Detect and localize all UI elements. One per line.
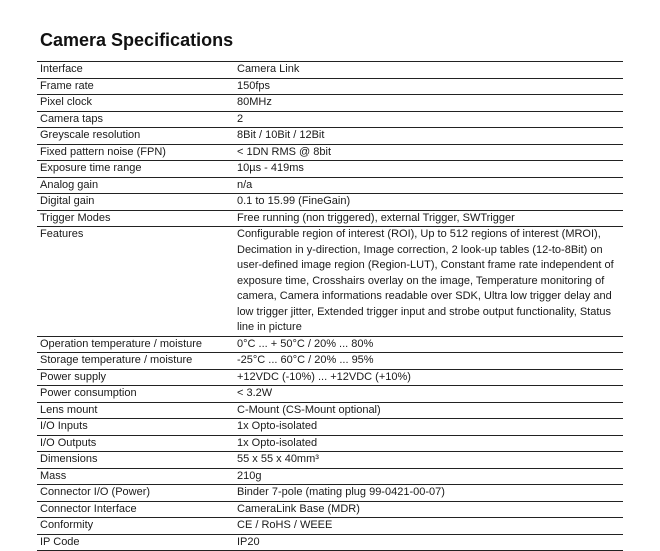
spec-value: 1x Opto-isolated (232, 419, 623, 436)
table-row (37, 128, 623, 145)
table-row (37, 435, 623, 452)
spec-label: I/O Outputs (37, 435, 232, 452)
table-row (37, 353, 623, 370)
spec-label: Exposure time range (37, 161, 232, 178)
spec-label: Camera taps (37, 111, 232, 128)
spec-value: n/a (232, 177, 623, 194)
table-row (37, 386, 623, 403)
spec-label: Dimensions (37, 452, 232, 469)
page-title: Camera Specifications (40, 30, 234, 50)
spec-label: Connector Interface (37, 501, 232, 518)
table-row (37, 161, 623, 178)
spec-label: Connector I/O (Power) (37, 485, 232, 502)
spec-label: Fixed pattern noise (FPN) (37, 144, 232, 161)
spec-value: 1x Opto-isolated (232, 435, 623, 452)
table-row (37, 501, 623, 518)
spec-label: Conformity (37, 518, 232, 535)
table-row (37, 78, 623, 95)
spec-value: C-Mount (CS-Mount optional) (232, 402, 623, 419)
spec-label: Greyscale resolution (37, 128, 232, 145)
spec-value: Configurable region of interest (ROI), Up to 512 regions of interest (MROI), Decimation in y-direction, Image correction, 2 look-up tables (12-to-8Bit) on user-defined image region (Region-LUT), Constant frame rate independent of exposure time, Crosshairs overlay on the image, Temperature monitoring of camera, Camera informations readable over SDK, Ultra low trigger delay and low trigger jitter, Extended trigger input and strobe output functionality, Status line in picture (232, 227, 623, 337)
table-row (37, 111, 623, 128)
spec-label: Mass (37, 468, 232, 485)
spec-value: +12VDC (-10%) ... +12VDC (+10%) (232, 369, 623, 386)
spec-value: Camera Link (232, 62, 623, 79)
spec-value: 80MHz (232, 95, 623, 112)
spec-label: Pixel clock (37, 95, 232, 112)
table-row (37, 210, 623, 227)
spec-value: Free running (non triggered), external Trigger, SWTrigger (232, 210, 623, 227)
table-row (37, 369, 623, 386)
spec-label: Interface (37, 62, 232, 79)
spec-label: Lens mount (37, 402, 232, 419)
spec-value: 2 (232, 111, 623, 128)
spec-label: Features (37, 227, 232, 337)
spec-value: CameraLink Base (MDR) (232, 501, 623, 518)
spec-value: 8Bit / 10Bit / 12Bit (232, 128, 623, 145)
spec-label: IP Code (37, 534, 232, 551)
table-row (37, 485, 623, 502)
table-row (37, 144, 623, 161)
spec-value: 10µs - 419ms (232, 161, 623, 178)
table-row (37, 468, 623, 485)
spec-label: Analog gain (37, 177, 232, 194)
spec-value: 0°C ... + 50°C / 20% ... 80% (232, 336, 623, 353)
spec-label: Operation temperature / moisture (37, 336, 232, 353)
spec-value: CE / RoHS / WEEE (232, 518, 623, 535)
table-row (37, 194, 623, 211)
spec-value: < 1DN RMS @ 8bit (232, 144, 623, 161)
spec-label: Storage temperature / moisture (37, 353, 232, 370)
table-row (37, 177, 623, 194)
spec-value: 210g (232, 468, 623, 485)
table-row (37, 402, 623, 419)
spec-label: I/O Inputs (37, 419, 232, 436)
spec-label: Power supply (37, 369, 232, 386)
spec-value: 150fps (232, 78, 623, 95)
spec-label: Frame rate (37, 78, 232, 95)
spec-label: Power consumption (37, 386, 232, 403)
table-row (37, 534, 623, 551)
table-row (37, 227, 623, 337)
table-row (37, 336, 623, 353)
table-row (37, 95, 623, 112)
spec-value: Binder 7-pole (mating plug 99-0421-00-07) (232, 485, 623, 502)
table-row (37, 452, 623, 469)
spec-value: -25°C ... 60°C / 20% ... 95% (232, 353, 623, 370)
spec-label: Trigger Modes (37, 210, 232, 227)
table-row (37, 62, 623, 79)
spec-label: Digital gain (37, 194, 232, 211)
spec-value: 55 x 55 x 40mm³ (232, 452, 623, 469)
table-row (37, 518, 623, 535)
spec-table (37, 61, 623, 551)
spec-value: < 3.2W (232, 386, 623, 403)
spec-value: 0.1 to 15.99 (FineGain) (232, 194, 623, 211)
spec-value: IP20 (232, 534, 623, 551)
table-row (37, 419, 623, 436)
